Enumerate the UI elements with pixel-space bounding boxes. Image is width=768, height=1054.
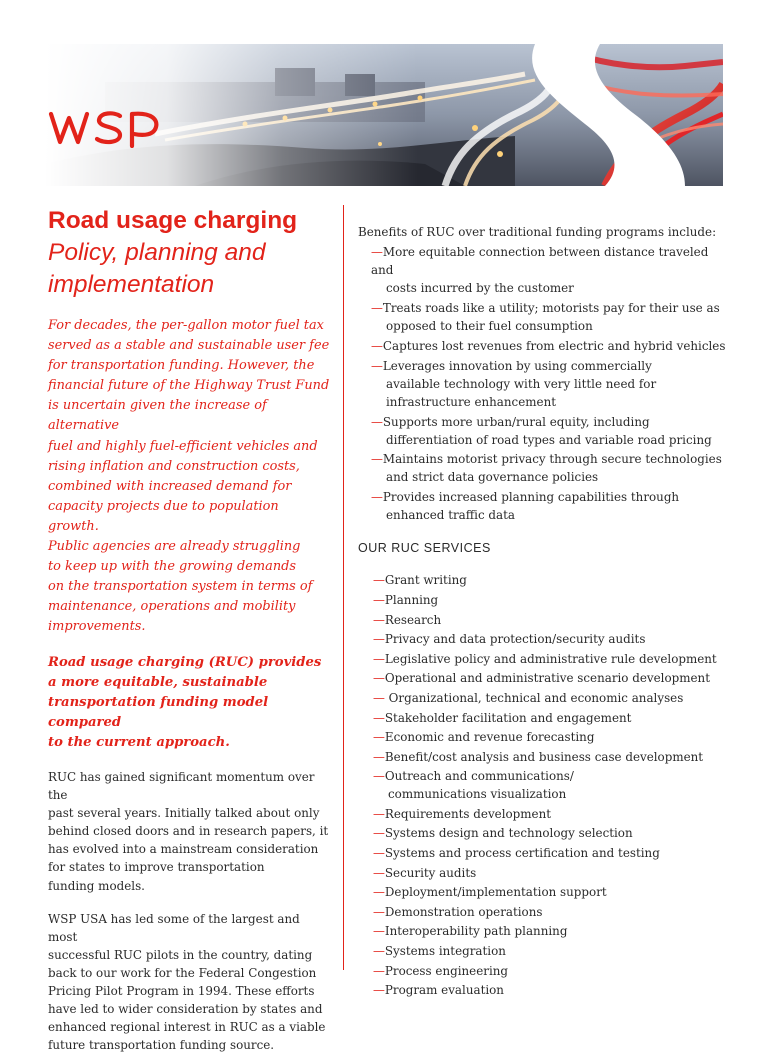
- benefit-item-text: Leverages innovation by using commercially: [382, 358, 652, 373]
- benefit-item-continuation: infrastructure enhancement: [386, 394, 556, 409]
- service-item: [373, 883, 730, 901]
- service-item-text: Benefit/cost analysis and business case development: [384, 749, 704, 764]
- left-column: [48, 205, 330, 1054]
- service-item-text: Research: [384, 612, 442, 627]
- service-item: [373, 903, 730, 921]
- service-item-text: Outreach and communications/: [384, 769, 574, 784]
- service-item-text: Program evaluation: [384, 983, 504, 998]
- benefit-item: [371, 450, 730, 486]
- dash-marker: —: [373, 690, 385, 705]
- service-item-text: Systems integration: [384, 944, 506, 959]
- service-item: [373, 962, 730, 980]
- benefit-item-continuation: enhanced traffic data: [386, 508, 515, 523]
- dash-marker: —: [371, 338, 383, 353]
- benefit-item-continuation: opposed to their fuel consumption: [386, 318, 593, 333]
- service-item: [373, 728, 730, 746]
- body-paragraph-pilots: WSP USA has led some of the largest and most successful RUC pilots in the country, dating back to our work for the Federal Congestion Pricing Pilot Program in 1994. These efforts have led to wider consideration by states and enhanced regional interest in RUC as a viable future transportation funding source.: [48, 911, 326, 1053]
- benefit-item: [371, 243, 730, 297]
- dash-marker: —: [373, 710, 385, 725]
- dash-marker: —: [371, 245, 383, 259]
- service-item: [373, 767, 730, 803]
- dash-marker: —: [373, 826, 385, 841]
- services-list: [358, 571, 730, 999]
- service-item-text: Economic and revenue forecasting: [384, 730, 595, 745]
- dash-marker: —: [373, 671, 385, 686]
- service-item: [373, 922, 730, 940]
- dash-marker: —: [373, 769, 385, 784]
- benefit-item: [371, 299, 730, 335]
- dash-marker: —: [373, 846, 385, 861]
- service-item-text: Requirements development: [384, 806, 552, 821]
- service-item: [373, 571, 730, 589]
- service-item: [373, 864, 730, 882]
- dash-marker: —: [371, 300, 383, 315]
- body-paragraph-momentum: RUC has gained significant momentum over the past several years. Initially talked about only behind closed doors and in research papers, it has evolved into a mainstream consideration for states to improve transportation funding models.: [48, 769, 329, 893]
- service-item-text: Organizational, technical and economic analyses: [384, 690, 684, 705]
- dash-marker: —: [373, 963, 385, 978]
- service-item: [373, 824, 730, 842]
- service-item: [373, 650, 730, 668]
- dash-marker: —: [371, 490, 383, 505]
- service-item-text: Deployment/implementation support: [384, 885, 607, 900]
- benefit-item-text: More equitable connection between distance traveled and: [371, 245, 709, 277]
- service-item-text: Demonstration operations: [384, 904, 543, 919]
- dash-marker: —: [373, 749, 385, 764]
- callout-paragraph: Road usage charging (RUC) provides a more equitable, sustainable transportation funding model compared to the current approach.: [48, 654, 322, 750]
- benefit-item-text: Maintains motorist privacy through secure technologies: [382, 452, 722, 467]
- service-item-text: Legislative policy and administrative rule development: [384, 651, 717, 666]
- service-item: [373, 805, 730, 823]
- service-item-text: Systems design and technology selection: [384, 826, 633, 841]
- service-item-text: Process engineering: [384, 963, 509, 978]
- service-item-continuation: communications visualization: [388, 787, 567, 802]
- service-item: [373, 591, 730, 609]
- dash-marker: —: [371, 358, 383, 373]
- intro-paragraph: For decades, the per-gallon motor fuel tax served as a stable and sustainable user fee for transportation funding. However, the financial future of the Highway Trust Fund is uncertain given the increase of alternative fuel and highly fuel-efficient vehicles and rising inflation and construction costs, combined with increased demand for capacity projects due to population growth. Public agencies are already struggling to keep up with the growing demands on the transportation system in terms of maintenance, operations and mobility improvements.: [48, 318, 330, 635]
- dash-marker: —: [373, 612, 385, 627]
- dash-marker: —: [373, 924, 385, 939]
- dash-marker: —: [373, 904, 385, 919]
- service-item: [373, 669, 730, 687]
- document-subtitle: [48, 237, 330, 301]
- service-item: [373, 844, 730, 862]
- service-item: [373, 981, 730, 999]
- service-item-text: Security audits: [384, 865, 477, 880]
- benefit-item-text: Captures lost revenues from electric and hybrid vehicles: [382, 338, 726, 353]
- right-column: [358, 223, 730, 1001]
- benefit-item-continuation: and strict data governance policies: [386, 470, 599, 485]
- subtitle-line: implementation: [48, 271, 215, 298]
- benefit-item-text: Treats roads like a utility; motorists pay for their use as: [382, 300, 720, 315]
- benefit-item-text: Supports more urban/rural equity, including: [382, 414, 650, 429]
- benefits-intro: Benefits of RUC over traditional funding programs include:: [358, 225, 717, 239]
- dash-marker: —: [373, 592, 385, 607]
- service-item: [373, 709, 730, 727]
- dash-marker: —: [373, 651, 385, 666]
- dash-marker: —: [371, 452, 383, 467]
- dash-marker: —: [373, 865, 385, 880]
- service-item-text: Systems and process certification and testing: [384, 846, 660, 861]
- benefit-item: [371, 337, 730, 355]
- benefit-item: [371, 357, 730, 411]
- benefit-item: [371, 488, 730, 524]
- dash-marker: —: [371, 414, 383, 429]
- dash-marker: —: [373, 730, 385, 745]
- dash-marker: —: [373, 885, 385, 900]
- dash-marker: —: [373, 573, 385, 588]
- benefits-list: [358, 243, 730, 524]
- service-item-text: Stakeholder facilitation and engagement: [384, 710, 632, 725]
- dash-marker: —: [373, 944, 385, 959]
- benefit-item-text: Provides increased planning capabilities through: [382, 490, 680, 505]
- service-item-text: Privacy and data protection/security audits: [384, 632, 646, 647]
- benefit-item-continuation: costs incurred by the customer: [386, 281, 574, 295]
- benefit-item-continuation: available technology with very little need for: [386, 376, 657, 391]
- document-title: Road usage charging: [48, 207, 298, 234]
- service-item-text: Interoperability path planning: [384, 924, 568, 939]
- benefit-item-continuation: differentiation of road types and variable road pricing: [386, 432, 712, 447]
- benefit-item: [371, 413, 730, 449]
- dash-marker: —: [373, 632, 385, 647]
- service-item: [373, 689, 730, 707]
- service-item: [373, 630, 730, 648]
- column-divider: [343, 205, 344, 970]
- wsp-logo: [48, 106, 168, 148]
- services-heading: OUR RUC SERVICES: [358, 541, 491, 556]
- dash-marker: —: [373, 983, 385, 998]
- dash-marker: —: [373, 806, 385, 821]
- service-item: [373, 942, 730, 960]
- service-item-text: Operational and administrative scenario development: [384, 671, 710, 686]
- subtitle-line: Policy, planning and: [48, 239, 266, 266]
- service-item: [373, 611, 730, 629]
- service-item-text: Grant writing: [384, 573, 467, 588]
- service-item: [373, 748, 730, 766]
- service-item-text: Planning: [384, 592, 439, 607]
